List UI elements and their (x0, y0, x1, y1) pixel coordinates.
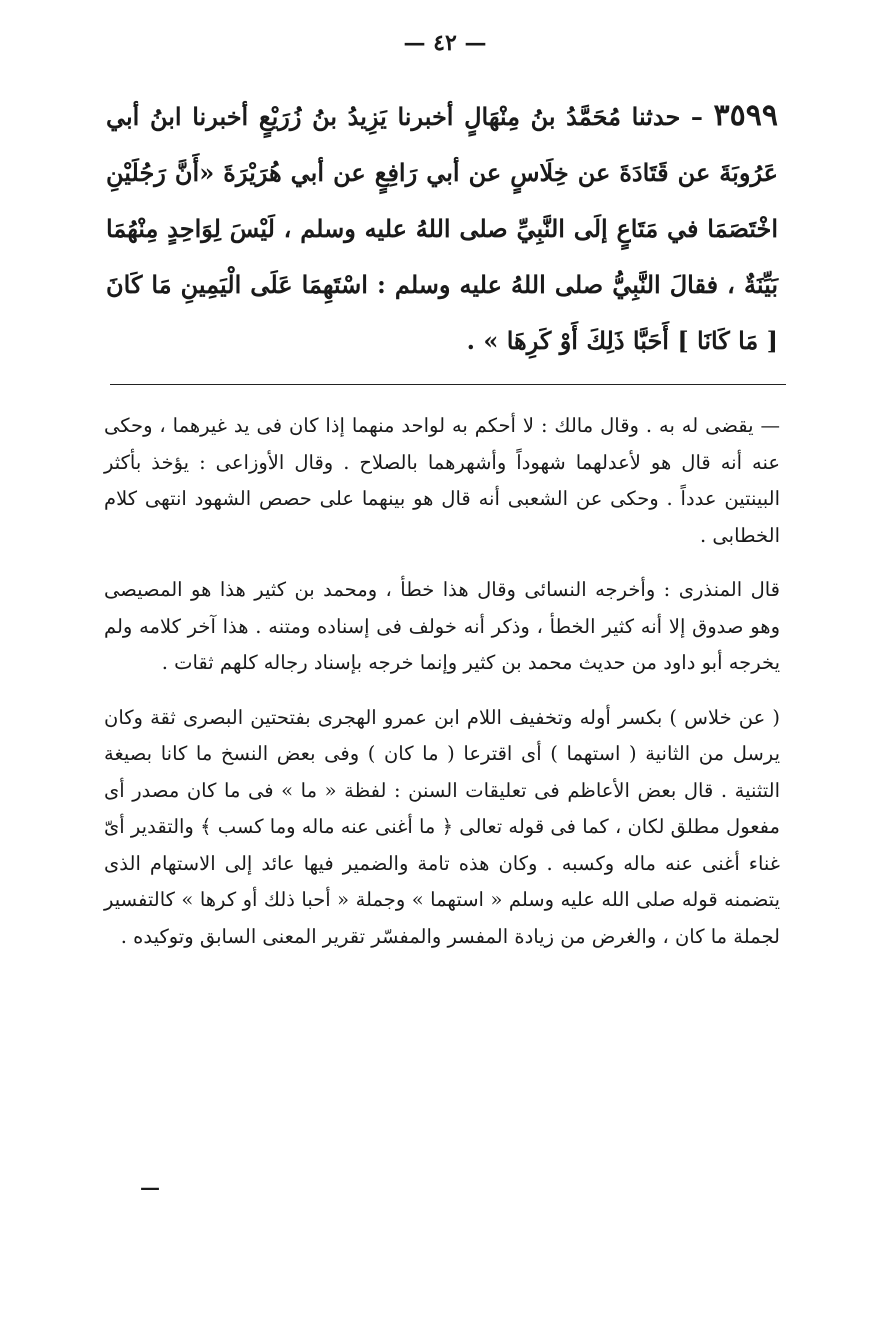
page-number: — ٤٢ — (403, 30, 487, 56)
commentary-block (104, 408, 780, 973)
continuation-dash: — (140, 1175, 160, 1199)
hadith-text: – حدثنا مُحَمَّدُ بنُ مِنْهَالٍ أخبرنا يَزِيدُ بنُ زُرَيْعٍ أخبرنا ابنُ أبي عَرُوبَةَ عن قَتَادَةَ عن خِلَاسٍ عن أبي رَافِعٍ عن أبي هُرَيْرَةَ «أَنَّ رَجُلَيْنِ اخْتَصَمَا في مَتَاعٍ إلَى النَّبِيِّ صلى اللهُ عليه وسلم ، لَيْسَ لِوَاحِدٍ مِنْهُمَا بَيِّنَةٌ ، فقالَ النَّبِيُّ صلى اللهُ عليه وسلم : اسْتَهِمَا عَلَى الْيَمِينِ مَا كَانَ [ مَا كَانَا ] أَحَبَّا ذَلِكَ أَوْ كَرِهَا » . (106, 102, 778, 355)
footnote-divider (110, 384, 786, 385)
commentary-paragraph-3: ( عن خلاس ) بكسر أوله وتخفيف اللام ابن عمرو الهجرى بفتحتين البصرى ثقة وكان يرسل من الثانية ( استهما ) أى اقترعا ( ما كان ) وفى بعض النسخ ما كانا بصيغة التثنية . قال بعض الأعاظم فى تعليقات السنن : لفظة « ما » فى ما كان مصدر أى مفعول مطلق لكان ، كما فى قوله تعالى ﴿ ما أغنى عنه ماله وما كسب ﴾ والتقدير أىّ غناء أغنى عنه ماله وكسبه . وكان هذه تامة والضمير فيها عائد إلى الاستهام الذى يتضمنه قوله صلى الله عليه وسلم « استهما » وجملة « أحبا ذلك أو كرها » كالتفسير لجملة ما كان ، والغرض من زيادة المفسر والمفسّر تقرير المعنى السابق وتوكيده . (104, 705, 780, 948)
commentary-paragraph-1: — يقضى له به . وقال مالك : لا أحكم به لواحد منهما إذا كان فى يد غيرهما ، وحكى عنه أنه قال هو لأعدلهما شهوداً وأشهرهما بالصلاح . وقال الأوزاعى : يؤخذ بأكثر البينتين عدداً . وحكى عن الشعبى أنه قال هو بينهما على حصص الشهود انتهى كلام الخطابى . (104, 414, 780, 547)
hadith-number: ٣٥٩٩ (713, 98, 778, 133)
commentary-paragraph-2: قال المنذرى : وأخرجه النسائى وقال هذا خطأ ، ومحمد بن كثير هذا هو المصيصى وهو صدوق إلا أنه كثير الخطأ ، وذكر أنه خولف فى إسناده ومتنه . هذا آخر كلامه ولم يخرجه أبو داود من حديث محمد بن كثير وإنما خرجه بإسناد رجاله كلهم ثقات . (104, 578, 780, 674)
hadith-text-block (106, 88, 778, 369)
